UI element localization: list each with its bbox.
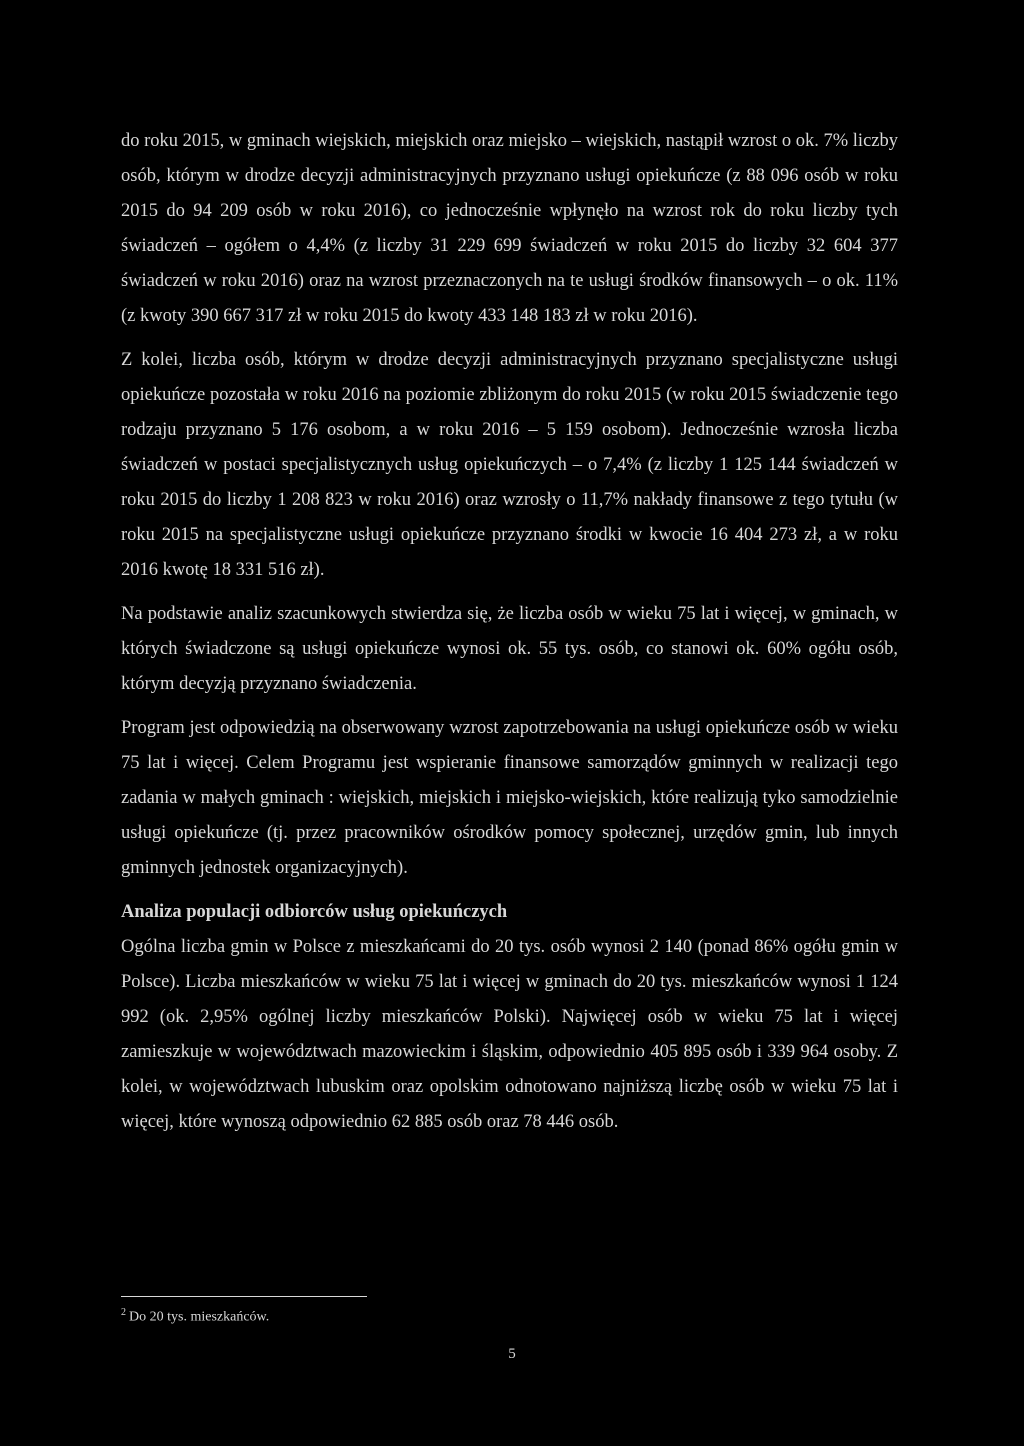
footnote bbox=[121, 1302, 269, 1329]
paragraph-services-growth: do roku 2015, w gminach wiejskich, miejskich oraz miejsko – wiejskich, nastąpił wzrost o ok. 7% liczby osób, którym w drodze decyzji administracyjnych przyznano usługi opiekuńcze (z 88 096 osób w roku 2015 do 94 209 osób w roku 2016), co jednocześnie wpłynęło na wzrost rok do roku liczby tych świadczeń – ogółem o 4,4% (z liczby 31 229 699 świadczeń w roku 2015 do liczby 32 604 377 świadczeń w roku 2016) oraz na wzrost przeznaczonych na te usługi środków finansowych – o ok. 11% (z kwoty 390 667 317 zł w roku 2015 do kwoty 433 148 183 zł w roku 2016). bbox=[121, 131, 898, 326]
document-body bbox=[121, 124, 898, 1140]
footnote-text: Do 20 tys. mieszkańców. bbox=[129, 1309, 270, 1325]
paragraph-estimate: Na podstawie analiz szacunkowych stwierdza się, że liczba osób w wieku 75 lat i więcej, w gminach, w których świadczone są usługi opiekuńcze wynosi ok. 55 tys. osób, co stanowi ok. 60% ogółu osób, którym decyzją przyznano świadczenia. bbox=[121, 604, 898, 694]
paragraph-population-analysis: Ogólna liczba gmin w Polsce z mieszkańcami do 20 tys. osób wynosi 2 140 (ponad 86% ogółu gmin w Polsce). Liczba mieszkańców w wieku 75 lat i więcej w gminach do 20 tys. mieszkańców wynosi 1 124 992 (ok. 2,95% ogólnej liczby mieszkańców Polski). Najwięcej osób w wieku 75 lat i więcej zamieszkuje w województwach mazowieckim i śląskim, odpowiednio 405 895 osób i 339 964 osoby. Z kolei, w województwach lubuskim oraz opolskim odnotowano najniższą liczbę osób w wieku 75 lat i więcej, które wynoszą odpowiednio 62 885 osób oraz 78 446 osób. bbox=[121, 937, 898, 1132]
section-heading: Analiza populacji odbiorców usług opiekuńczych bbox=[121, 902, 508, 922]
footnote-divider bbox=[121, 1296, 367, 1297]
page-number: 5 bbox=[508, 1346, 516, 1362]
paragraph-program-goal: Program jest odpowiedzią na obserwowany wzrost zapotrzebowania na usługi opiekuńcze osób w wieku 75 lat i więcej. Celem Programu jest wspieranie finansowe samorządów gminnych w realizacji tego zadania w małych gminach : wiejskich, miejskich i miejsko-wiejskich, które realizują tyko samodzielnie usługi opiekuńcze (tj. przez pracowników ośrodków pomocy społecznej, urzędów gmin, lub innych gminnych jednostek organizacyjnych). bbox=[121, 718, 898, 878]
footnote-marker: 2 bbox=[121, 1307, 126, 1318]
paragraph-specialist-services: Z kolei, liczba osób, którym w drodze decyzji administracyjnych przyznano specjalistyczne usługi opiekuńcze pozostała w roku 2016 na poziomie zbliżonym do roku 2015 (w roku 2015 świadczenie tego rodzaju przyznano 5 176 osobom, a w roku 2016 – 5 159 osobom). Jednocześnie wzrosła liczba świadczeń w postaci specjalistycznych usług opiekuńczych – o 7,4% (z liczby 1 125 144 świadczeń w roku 2015 do liczby 1 208 823 w roku 2016) oraz wzrosły o 11,7% nakłady finansowe z tego tytułu (w roku 2015 na specjalistyczne usługi opiekuńcze przyznano środki w kwocie 16 404 273 zł, a w roku 2016 kwotę 18 331 516 zł). bbox=[121, 350, 898, 580]
